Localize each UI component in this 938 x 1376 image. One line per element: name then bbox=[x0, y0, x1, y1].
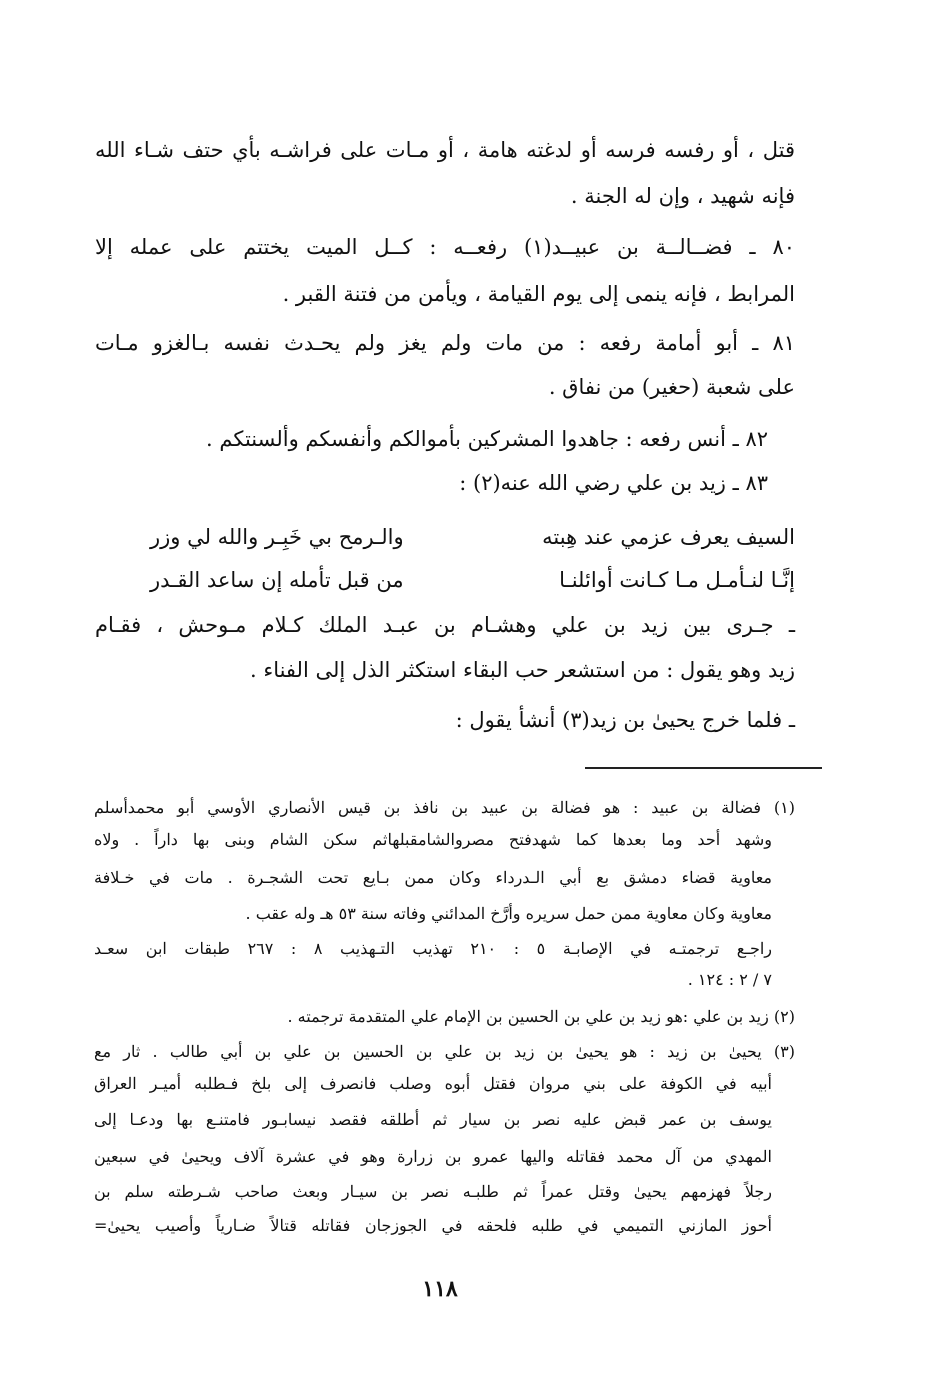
poem-verse bbox=[150, 563, 795, 597]
footnote-line: راجـع ترجمتـه في الإصابـة ٥ : ٢١٠ تهذيب التـهذيب ٨ : ٢٦٧ طبقات ابن سعـد bbox=[94, 939, 773, 958]
footnote-line: (٣) يحيىٰ بن زيد : هو يحيىٰ بن زيد بن علي بن الحسين بن علي بن أبي طالب . ثار مع bbox=[94, 1042, 795, 1061]
footnote-line: معاوية وكان معاوية ممن حمل سريره وأرَّخ المدائني وفاته سنة ٥٣ هـ وله عقب . bbox=[245, 904, 772, 923]
verse-first-hemistich: السيف يعرف عزمي عند هِبته bbox=[542, 525, 795, 549]
verse-second-hemistich: والـرمح بي خَبِـر والله لي وزر bbox=[150, 525, 404, 549]
poem-verse bbox=[150, 520, 795, 554]
paragraph-line: زيد وهو يقول : من استشعر حب البقاء استكثر الذل إلى الفناء . bbox=[249, 658, 795, 682]
paragraph-line: فإنه شهيد ، وإن له الجنة . bbox=[570, 184, 795, 208]
page-number: ١١٨ bbox=[422, 1276, 458, 1302]
footnote-line: رجلاً فهزمهم يحيىٰ وقتل عمراً ثم طلبـه نصر بن سيـار وبعث صاحب شـرطته سلم بن bbox=[94, 1182, 772, 1201]
paragraph-line: ٨٢ ـ أنس رفعه : جاهدوا المشركين بأموالكم وأنفسكم وألسنتكم . bbox=[206, 427, 768, 451]
footnote-line: معاوية قضاء دمشق بع أبي الـدرداء وكان ممن بـايع تحت الشجـرة . مات في خـلافة bbox=[94, 868, 772, 887]
footnote-line: وشهد أحد وما بعدها كما شهدفتح مصروالشامقبلهاثم سكن الشام وبنى بها داراً . ولاه bbox=[94, 830, 772, 849]
footnote-line: (١) فضالة بن عبيد : هو فضالة بن عبيد بن نافذ بن قيس الأنصاري الأوسي أبو محمدأسلم bbox=[94, 798, 795, 817]
paragraph-line: على شعبة (حغير) من نفاق . bbox=[548, 375, 795, 399]
footnote-line: المهدي من آل محمد فقاتله واليها عمرو بن زرارة وهو في عشرة آلاف ويحيىٰ في سبعين bbox=[94, 1147, 772, 1166]
verse-second-hemistich: من قبل تأمله إن ساعد القـدر bbox=[150, 568, 404, 592]
paragraph-line: ٨١ ـ أبو أمامة رفعه : من مات ولم يغز ولم يحـدث نفسه بـالغزو مـات bbox=[95, 331, 795, 355]
paragraph-line: ـ فلما خرج يحيىٰ بن زيد(٣) أنشأ يقول : bbox=[455, 708, 795, 732]
verse-first-hemistich: إنَّـا لنـأمـل مـا كـانت أوائلنـا bbox=[559, 568, 795, 592]
footnote-separator bbox=[585, 767, 822, 769]
paragraph-line: المرابط ، فإنه ينمى إلى يوم القيامة ، ويأمن من فتنة القبر . bbox=[282, 282, 795, 306]
footnote-line: أبيه في الكوفة على بني مروان فقتل أبوه وصلب فانصرف إلى بلخ فـطلبه أميـر العراق bbox=[94, 1074, 772, 1093]
footnote-line: ٧ / ٢ : ١٢٤ . bbox=[687, 970, 772, 989]
footnote-line: أحوز المازني التميمي في طلبه فلحقه في الجوزجان فقاتله قتالاً ضـارياً وأصيب يحيىٰ= bbox=[94, 1216, 772, 1235]
footnote-line: يوسف بن عمر قبض عليه نصر بن سيار ثم أطلقه فقصد نيسابـور فامتنـع بها ودعـا إلى bbox=[94, 1110, 772, 1129]
footnote-line: (٢) زيد بن علي :هو زيد بن علي بن الحسين بن الإمام علي المتقدمة ترجمته . bbox=[287, 1007, 795, 1026]
paragraph-line: ـ جـرى بين زيد بن علي وهشـام بن عبـد الملك كـلام مـوحش ، فقـام bbox=[95, 613, 795, 637]
paragraph-line: ٨٣ ـ زيد بن علي رضي الله عنه(٢) : bbox=[459, 471, 768, 495]
paragraph-line: ٨٠ ـ فضــالــة بن عبيــد(١) رفعــه : كــل الميت يختتم على عمله إلا bbox=[95, 235, 795, 259]
paragraph-line: قتل ، أو رفسه فرسه أو لدغته هامة ، أو مـات على فراشـه بأي حتف شـاء الله bbox=[95, 138, 795, 162]
